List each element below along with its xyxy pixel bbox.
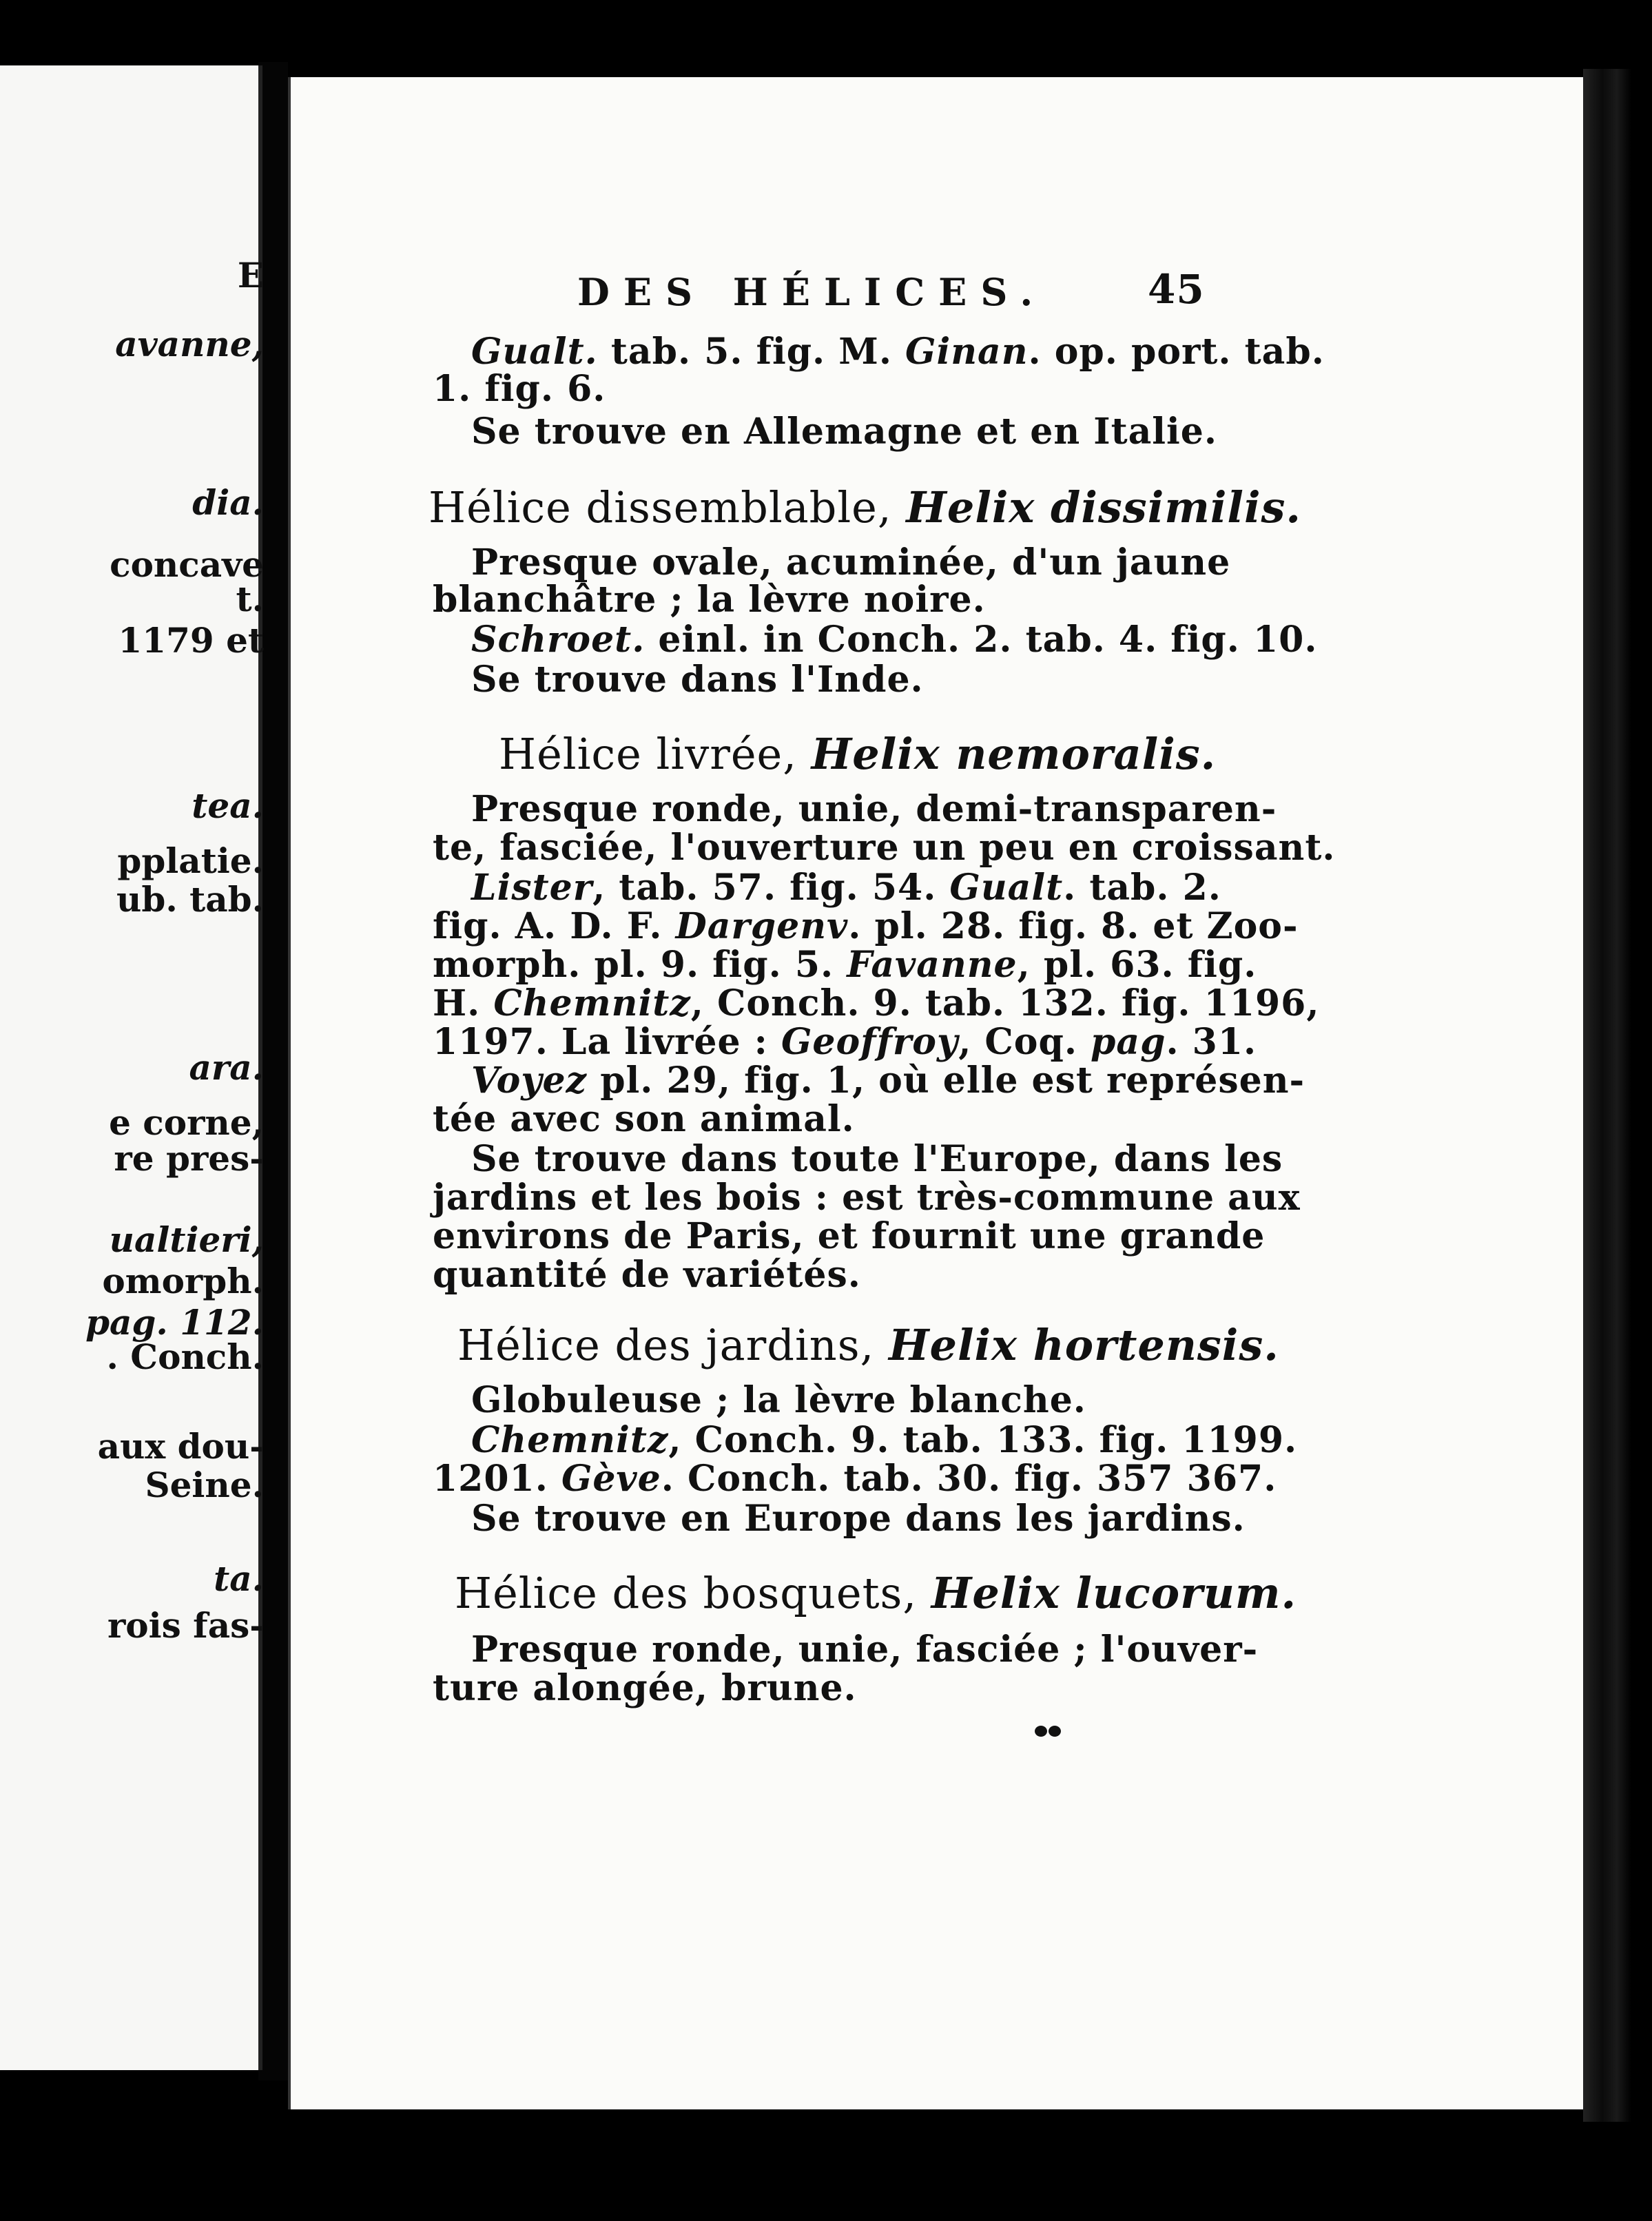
left-page-text-fragment: avanne, (115, 324, 264, 364)
text-line-20: quantité de variétés. (433, 1254, 861, 1296)
section-heading-1: Hélice dissemblable, Helix dissimilis. (429, 482, 1301, 533)
left-page-text-fragment: Seine. (145, 1465, 264, 1505)
left-page-text-fragment: dia. (192, 482, 264, 523)
section-heading-2: Hélice livrée, Helix nemoralis. (499, 729, 1217, 779)
text-line-16: tée avec son animal. (433, 1098, 855, 1140)
section-heading-3: Hélice des jardins, Helix hortensis. (457, 1320, 1279, 1370)
text-line-18: jardins et les bois : est très-commune aux (433, 1177, 1301, 1219)
left-page-text-fragment: t. (236, 579, 264, 619)
page-edge-shadow (1583, 69, 1631, 2122)
text-line-17: Se trouve dans toute l'Europe, dans les (471, 1138, 1283, 1180)
text-line-1: Gualt. tab. 5. fig. M. Ginan. op. port. tab. (471, 331, 1325, 373)
text-line-12: morph. pl. 9. fig. 5. Favanne, pl. 63. fig. (433, 944, 1257, 986)
running-head: DES HÉLICES. (577, 270, 1047, 314)
left-page-text-fragment: concave (110, 544, 264, 585)
text-line-2: 1. fig. 6. (433, 368, 606, 410)
section-heading-4: Hélice des bosquets, Helix lucorum. (455, 1568, 1297, 1618)
left-page-text-fragment: ualtieri, (109, 1219, 264, 1260)
page-number: 45 (1148, 266, 1205, 313)
left-page-text-fragment: ub. tab. (116, 879, 264, 920)
text-line-14: 1197. La livrée : Geoffroy, Coq. pag. 31. (433, 1021, 1257, 1063)
text-line-21: Globuleuse ; la lèvre blanche. (471, 1379, 1086, 1421)
text-line-23: 1201. Gève. Conch. tab. 30. fig. 357 367. (433, 1458, 1277, 1500)
left-page-text-fragment: omorph. (102, 1261, 264, 1301)
left-page-text-fragment: . Conch. (106, 1336, 264, 1377)
text-line-24: Se trouve en Europe dans les jardins. (471, 1498, 1246, 1540)
left-page-text-fragment: e corne, (109, 1102, 264, 1143)
left-page-text-fragment: tea. (192, 785, 264, 826)
text-line-4: Presque ovale, acuminée, d'un jaune (471, 541, 1231, 583)
left-page-text-fragment: E (237, 255, 264, 296)
left-page-text-fragment: aux dou- (97, 1426, 264, 1467)
text-line-11: fig. A. D. F. Dargenv. pl. 28. fig. 8. et Zoo- (433, 905, 1299, 947)
text-line-7: Se trouve dans l'Inde. (471, 659, 924, 701)
text-line-3: Se trouve en Allemagne et en Italie. (471, 411, 1217, 453)
left-page-text-fragment: ara. (189, 1047, 264, 1088)
ornament-mark (1033, 1724, 1064, 1739)
text-line-19: environs de Paris, et fournit une grande (433, 1215, 1266, 1257)
left-page-text-fragment: ta. (214, 1558, 264, 1599)
text-line-26: ture alongée, brune. (433, 1667, 857, 1709)
text-line-13: H. Chemnitz, Conch. 9. tab. 132. fig. 1196, (433, 982, 1320, 1024)
text-line-8: Presque ronde, unie, demi-transparen- (471, 788, 1277, 830)
left-page-text-fragment: pplatie. (117, 840, 264, 881)
left-page-text-fragment: 1179 et (118, 620, 264, 661)
left-page-text-fragment: rois fas- (107, 1605, 264, 1646)
text-line-25: Presque ronde, unie, fasciée ; l'ouver- (471, 1629, 1259, 1671)
text-line-10: Lister, tab. 57. fig. 54. Gualt. tab. 2. (471, 867, 1221, 909)
left-page-text-fragment: re pres- (114, 1138, 264, 1179)
text-line-15: Voyez pl. 29, fig. 1, où elle est représen- (471, 1060, 1305, 1102)
text-line-5: blanchâtre ; la lèvre noire. (433, 579, 986, 621)
left-page-text-fragment: pag. 112. (85, 1302, 264, 1343)
left-page-fragment (0, 65, 262, 2070)
text-line-22: Chemnitz, Conch. 9. tab. 133. fig. 1199. (471, 1419, 1298, 1461)
text-line-6: Schroet. einl. in Conch. 2. tab. 4. fig. 10. (471, 619, 1318, 661)
text-line-9: te, fasciée, l'ouverture un peu en croissant. (433, 827, 1336, 869)
